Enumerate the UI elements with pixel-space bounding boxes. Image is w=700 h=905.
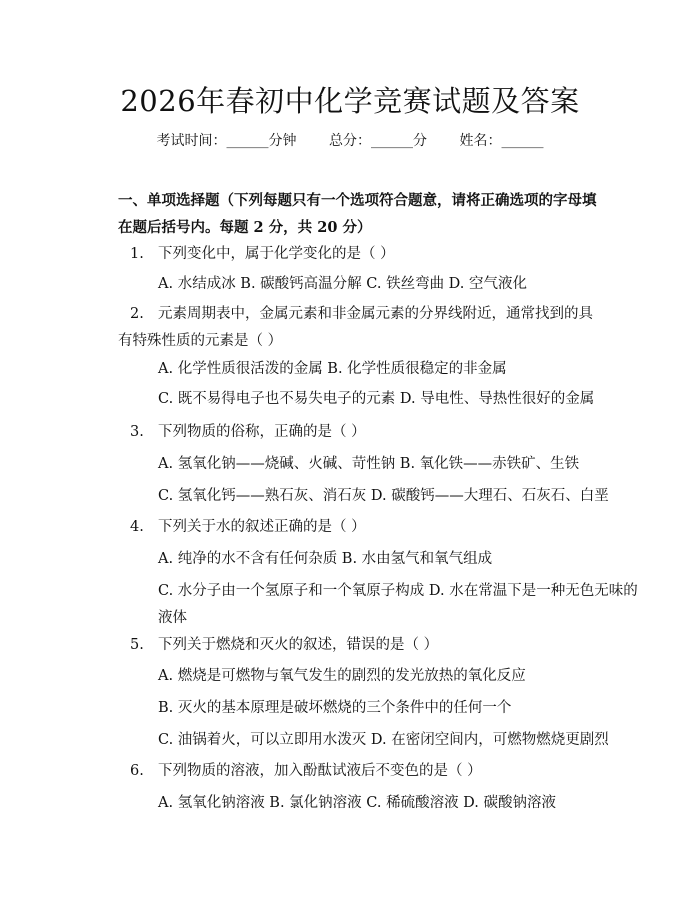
question-5-options-line-1: A. 燃烧是可燃物与氧气发生的剧烈的发光放热的氧化反应 xyxy=(158,668,526,684)
question-number: 2. xyxy=(130,306,144,322)
question-2-options-line-1: A. 化学性质很活泼的金属 B. 化学性质很稳定的非金属 xyxy=(158,361,507,377)
question-text: 元素周期表中，金属元素和非金属元素的分界线附近，通常找到的具有特殊性质的元素是（ ） xyxy=(118,306,593,349)
question-4-stem xyxy=(118,514,603,541)
question-text: 下列物质的溶液，加入酚酞试液后不变色的是（ ） xyxy=(158,763,482,779)
exam-name-field: 姓名：______ xyxy=(459,133,544,149)
question-5-options-line-3: C. 油锅着火，可以立即用水泼灭 D. 在密闭空间内，可燃物燃烧更剧烈 xyxy=(158,732,609,748)
question-1-options: A. 水结成冰 B. 碳酸钙高温分解 C. 铁丝弯曲 D. 空气液化 xyxy=(158,276,528,292)
question-3-stem xyxy=(118,419,603,446)
question-text: 下列关于水的叙述正确的是（ ） xyxy=(158,519,366,535)
question-6-options: A. 氢氧化钠溶液 B. 氯化钠溶液 C. 稀硫酸溶液 D. 碳酸钠溶液 xyxy=(158,795,557,811)
question-3-options-line-1: A. 氢氧化钠——烧碱、火碱、苛性钠 B. 氧化铁——赤铁矿、生铁 xyxy=(158,456,580,472)
question-5-stem xyxy=(118,632,603,659)
question-number: 4. xyxy=(130,519,144,535)
question-2-options-line-2: C. 既不易得电子也不易失电子的元素 D. 导电性、导热性很好的金属 xyxy=(158,391,595,407)
question-2-stem xyxy=(118,301,603,355)
question-number: 3. xyxy=(130,424,144,440)
exam-info-line xyxy=(0,130,700,152)
section-heading: 一、单项选择题（下列每题只有一个选项符合题意，请将正确选项的字母填在题后括号内。每题 2 分，共 20 分） xyxy=(118,192,597,236)
question-5-options-line-2: B. 灭火的基本原理是破坏燃烧的三个条件中的任何一个 xyxy=(158,700,512,716)
exam-score-field: 总分：______分 xyxy=(329,133,427,149)
question-number: 6. xyxy=(130,763,144,779)
page-title: 2026年春初中化学竞赛试题及答案 xyxy=(120,84,580,118)
question-6-stem xyxy=(118,758,603,785)
question-3-options-line-2: C. 氢氧化钙——熟石灰、消石灰 D. 碳酸钙——大理石、石灰石、白垩 xyxy=(158,488,609,504)
question-4-options-line-1: A. 纯净的水不含有任何杂质 B. 水由氢气和氧气组成 xyxy=(158,551,493,567)
question-text: 下列物质的俗称，正确的是（ ） xyxy=(158,424,366,440)
question-number: 5. xyxy=(130,637,144,653)
question-number: 1. xyxy=(130,246,144,262)
exam-time-field: 考试时间：______分钟 xyxy=(156,133,297,149)
question-1-stem xyxy=(118,241,603,268)
question-4-options-line-2: C. 水分子由一个氢原子和一个氧原子构成 D. 水在常温下是一种无色无味的液体 xyxy=(158,583,638,626)
question-text: 下列关于燃烧和灭火的叙述，错误的是（ ） xyxy=(158,637,439,653)
question-text: 下列变化中，属于化学变化的是（ ） xyxy=(158,246,395,262)
